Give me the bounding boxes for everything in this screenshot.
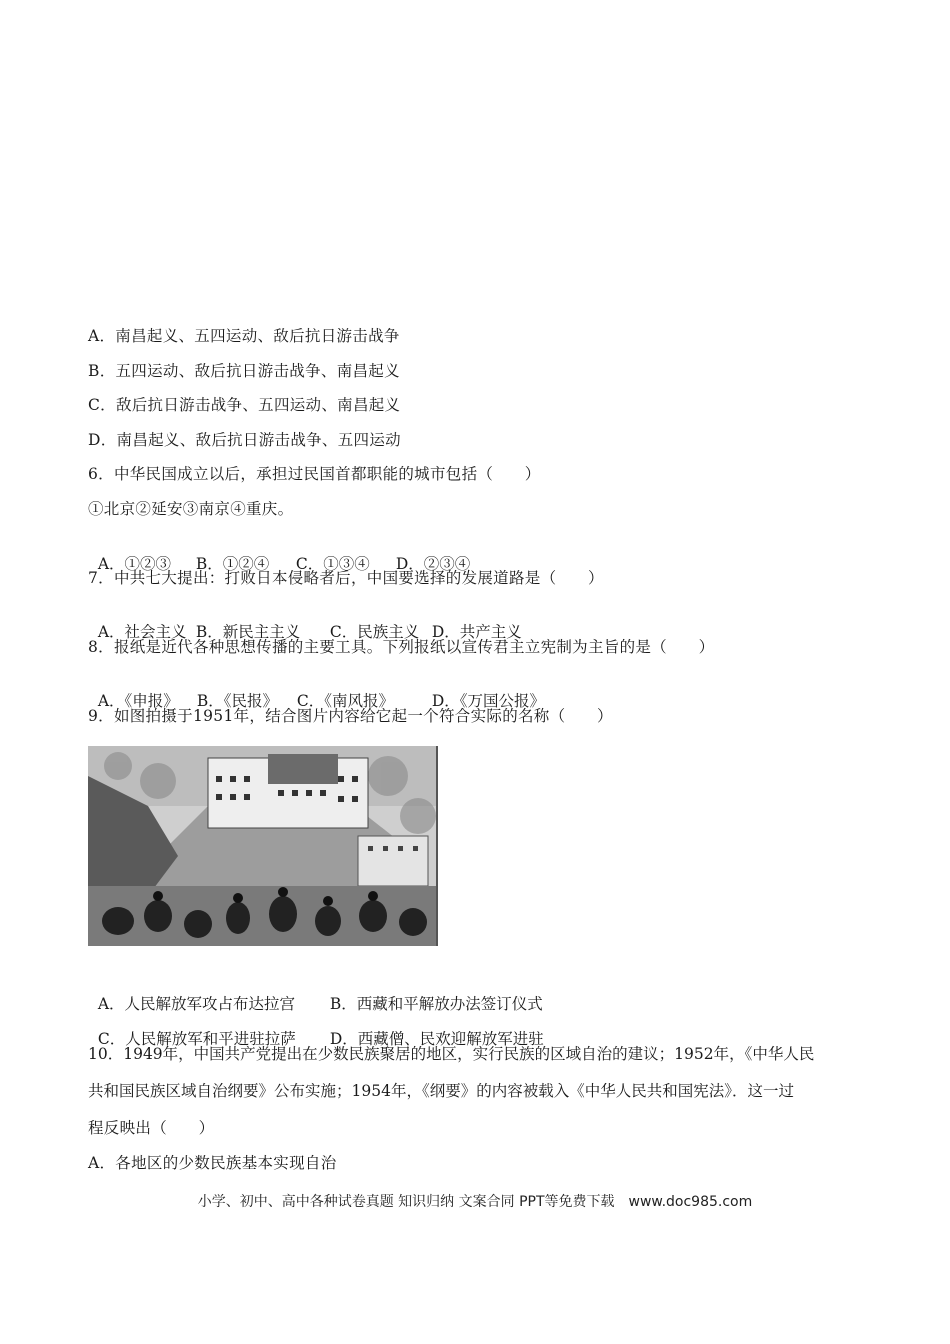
q6-sub: ①北京②延安③南京④重庆。 [88,500,294,518]
q5-option-d: D．南昌起义、敌后抗日游击战争、五四运动 [88,431,401,449]
q8-option: D．《万国公报》 [431,692,546,710]
q9-option: A．人民解放军攻占布达拉宫 [97,995,296,1013]
q9-option: C．人民解放军和平进驻拉萨 [97,1030,296,1048]
q7-stem: 7．中共七大提出：打败日本侵略者后，中国要选择的发展道路是（ ） [88,569,604,587]
q9-options-row1 [88,974,543,1014]
q7-option: A．社会主义 [97,623,187,641]
q9-option: D．西藏僧、民欢迎解放军进驻 [329,1030,544,1048]
q8-options [88,671,545,711]
q5-option-c: C．敌后抗日游击战争、五四运动、南昌起义 [88,396,401,414]
q10-line2: 共和国民族区域自治纲要》公布实施；1954年，《纲要》的内容被载入《中华人民共和国宪法》．这一过 [88,1082,794,1100]
q8-stem: 8．报纸是近代各种思想传播的主要工具。下列报纸以宣传君主立宪制为主旨的是（ ） [88,638,715,656]
q10-option-a: A．各地区的少数民族基本实现自治 [88,1154,337,1172]
q10-line3: 程反映出（ ） [88,1119,215,1137]
q7-option: D．共产主义 [431,623,522,641]
q6-option: B．①②④ [195,555,270,573]
q6-option: D．②③④ [395,555,471,573]
q10-line1: 10．1949年，中国共产党提出在少数民族聚居的地区，实行民族的区域自治的建议；1952年，《中华人民 [88,1045,815,1063]
q8-option: A．《申报》 [97,692,179,710]
potala-palace-photo [88,746,438,946]
q9-stem: 9．如图拍摄于1951年，结合图片内容给它起一个符合实际的名称（ ） [88,707,613,725]
page-footer: 小学、初中、高中各种试卷真题 知识归纳 文案合同 PPT等免费下载 www.doc985.com [197,1194,753,1210]
q8-option: C．《南风报》 [296,692,394,710]
q6-stem: 6．中华民国成立以后，承担过民国首都职能的城市包括（ ） [88,465,541,483]
q9-options-row2 [88,1009,544,1049]
q7-option: B．新民主主义 [195,623,301,641]
q7-option: C．民族主义 [329,623,420,641]
q6-option: A．①②③ [97,555,172,573]
q8-option: B．《民报》 [196,692,279,710]
q9-option: B．西藏和平解放办法签订仪式 [329,995,543,1013]
q5-option-b: B．五四运动、敌后抗日游击战争、南昌起义 [88,362,400,380]
q5-option-a: A．南昌起义、五四运动、敌后抗日游击战争 [88,327,400,345]
q7-options [88,602,522,642]
q6-option: C．①③④ [295,555,370,573]
